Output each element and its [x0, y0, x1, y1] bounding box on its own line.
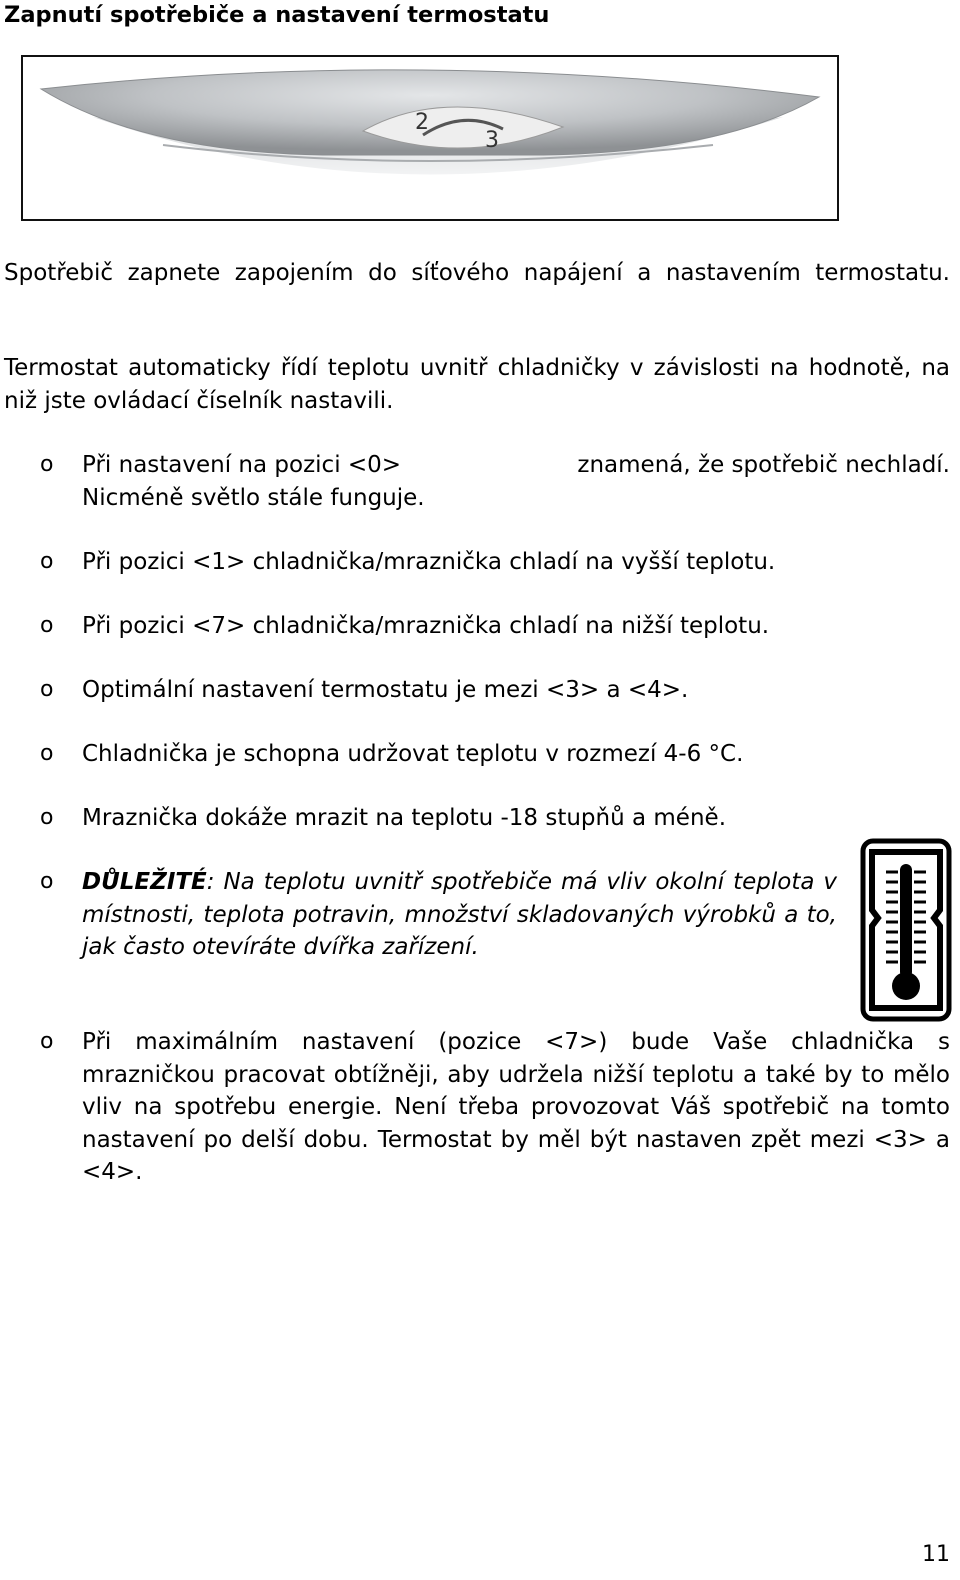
- important-label: DŮLEŽITÉ: [82, 869, 207, 895]
- list-item: Optimální nastavení termostatu je mezi <3> a <4>.: [82, 677, 689, 703]
- list-item-part-a: Při nastavení na pozici <0>: [82, 452, 402, 478]
- intro-paragraph-1: Spotřebič zapnete zapojením do síťového napájení a nastavením termostatu.: [4, 260, 950, 286]
- bullet-marker: o: [40, 805, 54, 830]
- page-number: 11: [922, 1542, 950, 1567]
- list-item-part-b: znamená, že spotřebič nechladí.: [577, 452, 950, 478]
- dial-number-2: 2: [415, 110, 429, 135]
- bullet-marker: o: [40, 677, 54, 702]
- list-item: Chladnička je schopna udržovat teplotu v rozmezí 4-6 °C.: [82, 741, 744, 767]
- dial-number-3: 3: [485, 128, 499, 153]
- list-item: [82, 449, 950, 514]
- intro-line-1: [4, 257, 950, 290]
- thermometer-icon: [860, 838, 952, 1022]
- bullet-marker: o: [40, 452, 54, 477]
- important-note: [82, 866, 837, 964]
- list-item: Při pozici <7> chladnička/mraznička chladí na nižší teplotu.: [82, 613, 770, 639]
- page-title: Zapnutí spotřebiče a nastavení termostatu: [4, 2, 550, 28]
- list-item-part-c: Nicméně světlo stále funguje.: [82, 484, 425, 511]
- bullet-marker: o: [40, 869, 54, 894]
- bullet-marker: o: [40, 741, 54, 766]
- list-item: Při pozici <1> chladnička/mraznička chladí na vyšší teplotu.: [82, 549, 776, 575]
- bullet-marker: o: [40, 549, 54, 574]
- bullet-marker: o: [40, 613, 54, 638]
- intro-paragraph-2: Termostat automaticky řídí teplotu uvnitř chladničky v závislosti na hodnotě, na niž jste ovládací číselník nastavili.: [4, 355, 950, 414]
- bullet-marker: o: [40, 1029, 54, 1054]
- list-item: Mraznička dokáže mrazit na teplotu -18 stupňů a méně.: [82, 805, 726, 831]
- thermostat-dial-image: [21, 55, 839, 221]
- list-item: Při maximálním nastavení (pozice <7>) bude Vaše chladnička s mrazničkou pracovat obtížněji, aby udržela nižší teplotu a také by to mělo vliv na spotřebu energie. Není třeba provozovat Váš spotřebič na tomto nastavení po delší dobu. Termostat by měl být nastaven zpět mezi <3> a <4>.: [82, 1029, 950, 1185]
- important-text: : Na teplotu uvnitř spotřebiče má vliv okolní teplota v místnosti, teplota potravin, množství skladovaných výrobků a to, jak často otevíráte dvířka zařízení.: [82, 869, 837, 960]
